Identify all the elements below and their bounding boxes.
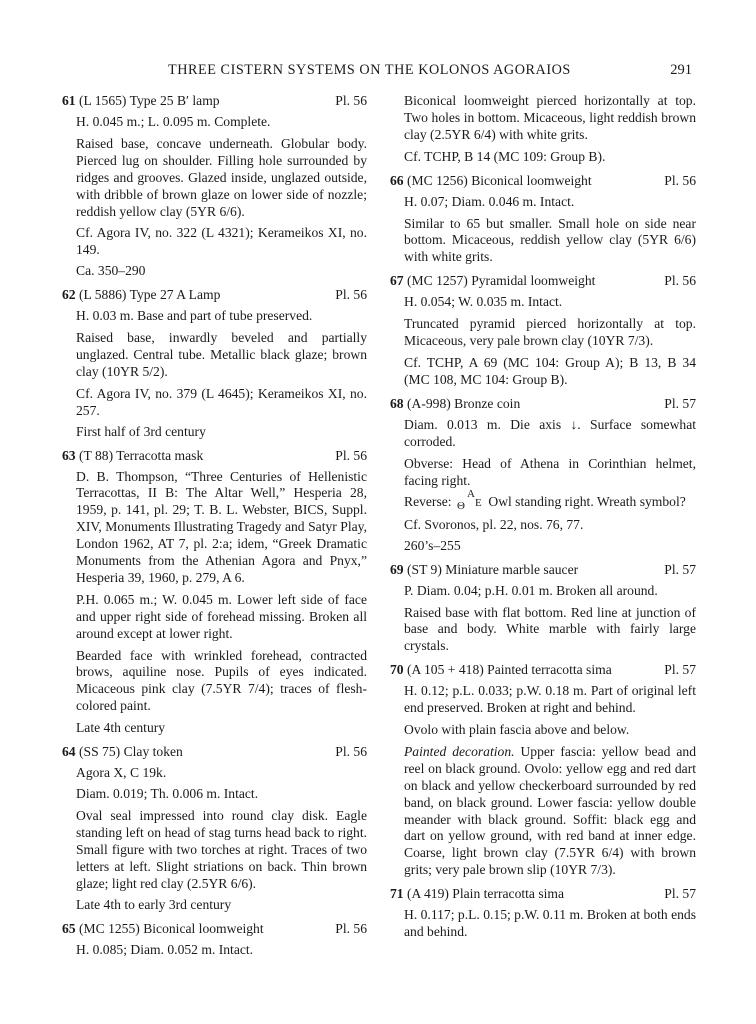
catalog-entry-61 (62, 93, 367, 280)
catalog-entry-65 (62, 921, 367, 959)
entry-number: 71 (390, 886, 404, 902)
plate-ref: Pl. 57 (664, 561, 696, 577)
page-number: 291 (670, 62, 692, 78)
entry-date: 260’s–255 (404, 537, 461, 553)
entry-dimensions: P.H. 0.065 m.; W. 0.045 m. Lower left side of face and upper right side of forehead missing. Broken all around except at lower right. (76, 591, 367, 641)
entry-title: (ST 9) Miniature marble saucer (407, 561, 579, 577)
entry-dimensions: H. 0.07; Diam. 0.046 m. Intact. (404, 193, 575, 209)
entry-date: Ca. 350–290 (76, 263, 146, 279)
entry-dimensions: H. 0.054; W. 0.035 m. Intact. (404, 294, 563, 310)
entry-description: Truncated pyramid pierced horizontally at top. Micaceous, very pale brown clay (10YR 7/3). (404, 316, 696, 349)
plate-ref: Pl. 57 (664, 886, 696, 902)
reverse-text: Owl standing right. Wreath symbol? (488, 494, 686, 510)
catalog-entry-66 (390, 173, 696, 267)
entry-heading (390, 396, 696, 413)
reverse-label: Reverse: (404, 494, 452, 510)
painted-text: Upper fascia: yellow bead and reel on black ground. Ovolo: yellow egg and red dart on black and yellow checkerboard surrounded by red band, on black ground. Lower fascia: yellow double meander with black ground. Soffit: black egg and dart on yellow ground, with red band at inner edge. Coarse, light brown clay (7.5YR 6/4) with brown grits; very pale brown slip (10YR 7/3). (404, 743, 696, 878)
coin-legend-glyph (455, 487, 485, 512)
entry-title: (SS 75) Clay token (79, 744, 183, 760)
entry-reference: Cf. Svoronos, pl. 22, nos. 76, 77. (404, 516, 584, 532)
plate-ref: Pl. 56 (335, 447, 367, 463)
plate-ref: Pl. 56 (664, 273, 696, 289)
entry-number: 65 (62, 921, 76, 937)
entry-number: 64 (62, 744, 76, 760)
legend-alpha: A (466, 487, 475, 500)
plate-ref: Pl. 56 (664, 172, 696, 188)
catalog-entry-63 (62, 448, 367, 738)
coin-obverse: Obverse: Head of Athena in Corinthian helmet, facing right. (404, 455, 696, 488)
catalog-entry-65-continued (390, 93, 696, 166)
entry-title: (A 105 + 418) Painted terracotta sima (407, 662, 612, 678)
entry-dimensions: H. 0.085; Diam. 0.052 m. Intact. (76, 942, 254, 958)
plate-ref: Pl. 56 (335, 287, 367, 303)
entry-heading (62, 93, 367, 110)
entry-description: Ovolo with plain fascia above and below. (404, 722, 630, 738)
catalog-entry-70 (390, 662, 696, 879)
entry-title: (MC 1255) Biconical loomweight (79, 921, 264, 937)
legend-epsilon: E (474, 496, 482, 509)
painted-decoration (390, 744, 696, 879)
entry-dimensions: P. Diam. 0.04; p.H. 0.01 m. Broken all around. (404, 582, 658, 598)
entry-dimensions: H. 0.03 m. Base and part of tube preserved. (76, 308, 313, 324)
entry-dimensions: H. 0.117; p.L. 0.15; p.W. 0.11 m. Broken at both ends and behind. (404, 907, 696, 940)
entry-heading (390, 173, 696, 190)
entry-dimensions: Diam. 0.019; Th. 0.006 m. Intact. (76, 786, 259, 801)
entry-heading (62, 921, 367, 938)
entry-heading (390, 273, 696, 290)
entry-dimensions: H. 0.12; p.L. 0.033; p.W. 0.18 m. Part of original left end preserved. Broken at right and behind. (404, 683, 696, 716)
entry-number: 68 (390, 395, 404, 411)
entry-number: 66 (390, 172, 404, 188)
catalog-entry-62 (62, 287, 367, 440)
right-column (390, 93, 696, 948)
entry-description: Similar to 65 but smaller. Small hole on side near bottom. Micaceous, reddish yellow clay (5YR 6/6) with white grits. (404, 215, 696, 265)
plate-ref: Pl. 56 (335, 93, 367, 108)
entry-number: 61 (62, 93, 76, 108)
entry-dimensions: H. 0.045 m.; L. 0.095 m. Complete. (76, 114, 271, 129)
entry-description: Bearded face with wrinkled forehead, contracted brows, aquiline nose. Pupils of eyes indicated. Micaceous pink clay (7.5YR 7/4); traces of flesh-colored paint. (76, 647, 367, 714)
entry-reference: Agora X, C 19k. (76, 765, 167, 781)
catalog-entry-64 (62, 744, 367, 914)
entry-title: (A 419) Plain terracotta sima (407, 886, 565, 902)
catalog-entry-68 (390, 396, 696, 555)
entry-date: Late 4th century (76, 720, 166, 736)
entry-description: Biconical loomweight pierced horizontally at top. Two holes in bottom. Micaceous, light reddish brown clay (2.5YR 6/4) with white grits. (404, 93, 696, 142)
entry-heading (390, 886, 696, 903)
entry-reference: Cf. Agora IV, no. 322 (L 4321); Kerameikos XI, no. 149. (76, 225, 367, 258)
entry-title: (A-998) Bronze coin (407, 395, 521, 411)
entry-date: First half of 3rd century (76, 423, 206, 439)
entry-dimensions: Diam. 0.013 m. Die axis ↓. Surface somewhat corroded. (404, 416, 696, 449)
painted-label: Painted decoration. (404, 743, 515, 759)
catalog-entry-71 (390, 886, 696, 941)
entry-title: (L 5886) Type 27 A Lamp (79, 287, 221, 303)
plate-ref: Pl. 57 (664, 395, 696, 411)
entry-number: 67 (390, 273, 404, 289)
entry-number: 63 (62, 447, 76, 463)
entry-reference: Cf. Agora IV, no. 379 (L 4645); Kerameikos XI, no. 257. (76, 385, 367, 418)
entry-date: Late 4th to early 3rd century (76, 897, 232, 913)
entry-heading (390, 562, 696, 579)
entry-reference: Cf. TCHP, A 69 (MC 104: Group A); B 13, B 34 (MC 108, MC 104: Group B). (404, 354, 696, 387)
entry-description: Raised base with flat bottom. Red line at junction of base and body. White marble with fairly large crystals. (404, 604, 696, 654)
plate-ref: Pl. 57 (664, 662, 696, 678)
entry-description: Raised base, inwardly beveled and partially unglazed. Central tube. Metallic black glaze; brown clay (10YR 5/2). (76, 330, 367, 379)
entry-bibliography: D. B. Thompson, “Three Centuries of Hellenistic Terracottas, II B: The Altar Well,” Hesperia 28, 1959, p. 141, pl. 29; T. B. L. Webster, BICS, Suppl. XIV, Monuments Illustrating Tragedy and Satyr Play, London 1962, AT 7, pl. 2:a; idem, “Greek Dramatic Monuments from the Athenian Agora and Pnyx,” Hesperia 39, 1960, p. 279, A 6. (76, 468, 367, 585)
coin-reverse (390, 487, 696, 512)
plate-ref: Pl. 56 (335, 744, 367, 760)
entry-heading (62, 287, 367, 304)
entry-number: 69 (390, 561, 404, 577)
entry-reference: Cf. TCHP, B 14 (MC 109: Group B). (404, 148, 606, 164)
entry-heading (62, 744, 367, 761)
entry-heading (62, 448, 367, 465)
running-header (0, 62, 756, 82)
legend-theta: Θ (456, 499, 465, 512)
entry-number: 62 (62, 287, 76, 303)
entry-title: (MC 1256) Biconical loomweight (407, 172, 592, 188)
entry-title: (L 1565) Type 25 B′ lamp (79, 93, 220, 108)
entry-heading (390, 662, 696, 679)
catalog-entry-67 (390, 273, 696, 389)
entry-title: (MC 1257) Pyramidal loomweight (407, 273, 596, 289)
entry-description: Oval seal impressed into round clay disk. Eagle standing left on head of stag turns head back to right. Small figure with two torches at right. Traces of two letters at left. Slight striations on back. Thin brown glaze; light red clay (2.5YR 6/6). (76, 807, 367, 891)
entry-title: (T 88) Terracotta mask (79, 447, 204, 463)
entry-description: Raised base, concave underneath. Globular body. Pierced lug on shoulder. Filling hole surrounded by ridges and grooves. Glazed inside, unglazed outside, with dribble of brown glaze on lower side of nozzle; reddish yellow clay (5YR 6/6). (76, 135, 367, 219)
catalog-entry-69 (390, 562, 696, 656)
running-title: THREE CISTERN SYSTEMS ON THE KOLONOS AGORAIOS (168, 62, 571, 78)
entry-number: 70 (390, 662, 404, 678)
plate-ref: Pl. 56 (335, 921, 367, 937)
left-column (62, 93, 367, 966)
